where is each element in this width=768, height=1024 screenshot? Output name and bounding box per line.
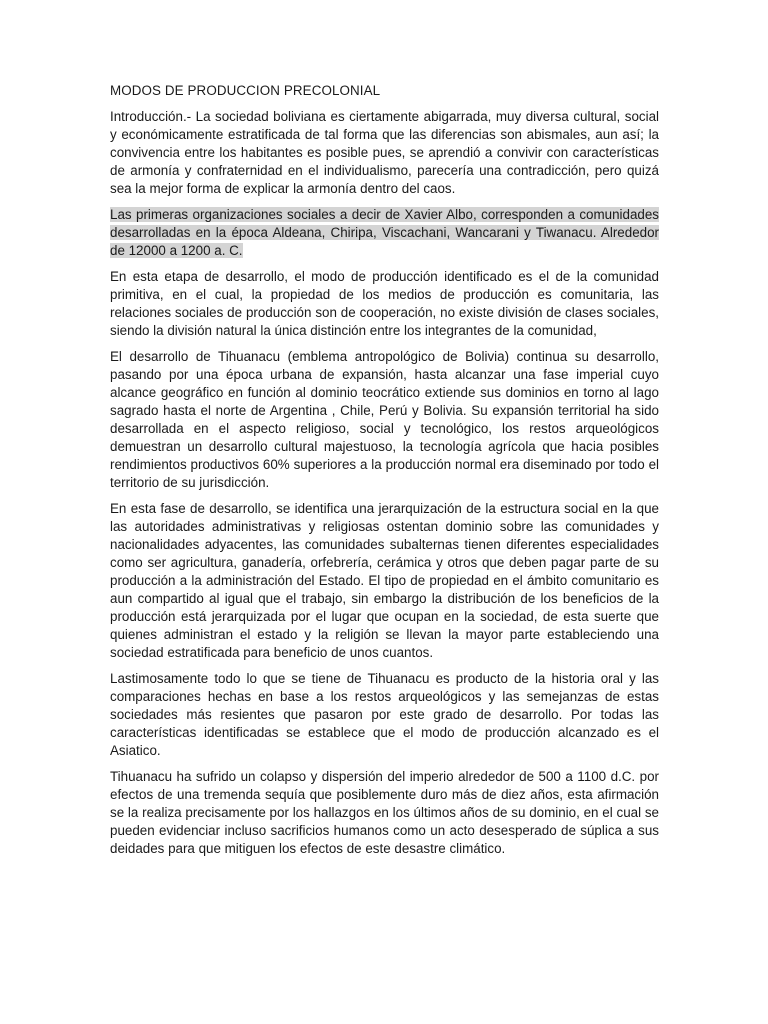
paragraph-desarrollo-tihuanacu: El desarrollo de Tihuanacu (emblema antropológico de Bolivia) continua su desarrollo, pasando por una época urbana de expansión, hasta alcanzar una fase imperial cuyo alcance geográfico en función al dominio teocrático extiende sus dominios en torno al lago sagrado hasta el norte de Argentina , Chile, Perú y Bolivia. Su expansión territorial ha sido desarrollada en el aspecto religioso, social y tecnológico, los restos arqueológicos demuestran un desarrollo cultural majestuoso, la tecnología agrícola que hacia posibles rendimientos productivos 60% superiores a la producción normal era diseminado por todo el territorio de su jurisdicción. bbox=[110, 349, 659, 490]
paragraph-primeras-organizaciones bbox=[110, 206, 659, 260]
document-page bbox=[110, 82, 659, 866]
document-title: MODOS DE PRODUCCION PRECOLONIAL bbox=[110, 83, 381, 98]
paragraph-historia-oral: Lastimosamente todo lo que se tiene de Tihuanacu es producto de la historia oral y las comparaciones hechas en base a los restos arqueológicos y las semejanzas de estas sociedades más resientes que pasaron por este grado de desarrollo. Por todas las características identificadas se establece que el modo de producción alcanzado es el Asiatico. bbox=[110, 671, 659, 758]
paragraph-comunidad-primitiva: En esta etapa de desarrollo, el modo de producción identificado es el de la comunidad primitiva, en el cual, la propiedad de los medios de producción es comunitaria, las relaciones sociales de producción son de cooperación, no existe división de clases sociales, siendo la división natural la única distinción entre los integrantes de la comunidad, bbox=[110, 269, 659, 338]
highlighted-text: Las primeras organizaciones sociales a decir de Xavier Albo, corresponden a comunidades desarrolladas en la época Aldeana, Chiripa, Viscachani, Wancarani y Tiwanacu. Alrededor de 12000 a 1200 a. C. bbox=[110, 207, 659, 258]
paragraph-colapso: Tihuanacu ha sufrido un colapso y dispersión del imperio alrededor de 500 a 1100 d.C. por efectos de una tremenda sequía que posiblemente duro más de diez años, esta afirmación se la realiza precisamente por los hallazgos en los últimos años de su dominio, en el cual se pueden evidenciar incluso sacrificios humanos como un acto desesperado de súplica a sus deidades para que mitiguen los efectos de este desastre climático. bbox=[110, 769, 659, 856]
paragraph-jerarquizacion: En esta fase de desarrollo, se identifica una jerarquización de la estructura social en la que las autoridades administrativas y religiosas ostentan dominio sobre las comunidades y nacionalidades adyacentes, las comunidades subalternas tienen diferentes especialidades como ser agricultura, ganadería, orfebrería, cerámica y otros que deben pagar parte de su producción a la administración del Estado. El tipo de propiedad en el ámbito comunitario es aun compartido al igual que el trabajo, sin embargo la distribución de los beneficios de la producción está jerarquizada por el lugar que ocupan en la sociedad, de esta suerte que quienes administran el estado y la religión se llevan la mayor parte estableciendo una sociedad estratificada para beneficio de unos cuantos. bbox=[110, 501, 659, 660]
paragraph-introduccion: Introducción.- La sociedad boliviana es ciertamente abigarrada, muy diversa cultural, social y económicamente estratificada de tal forma que las diferencias son abismales, aun así; la convivencia entre los habitantes es posible pues, se aprendió a convivir con características de armonía y confraternidad en el individualismo, parecería una contradicción, pero quizá sea la mejor forma de explicar la armonía dentro del caos. bbox=[110, 109, 659, 196]
